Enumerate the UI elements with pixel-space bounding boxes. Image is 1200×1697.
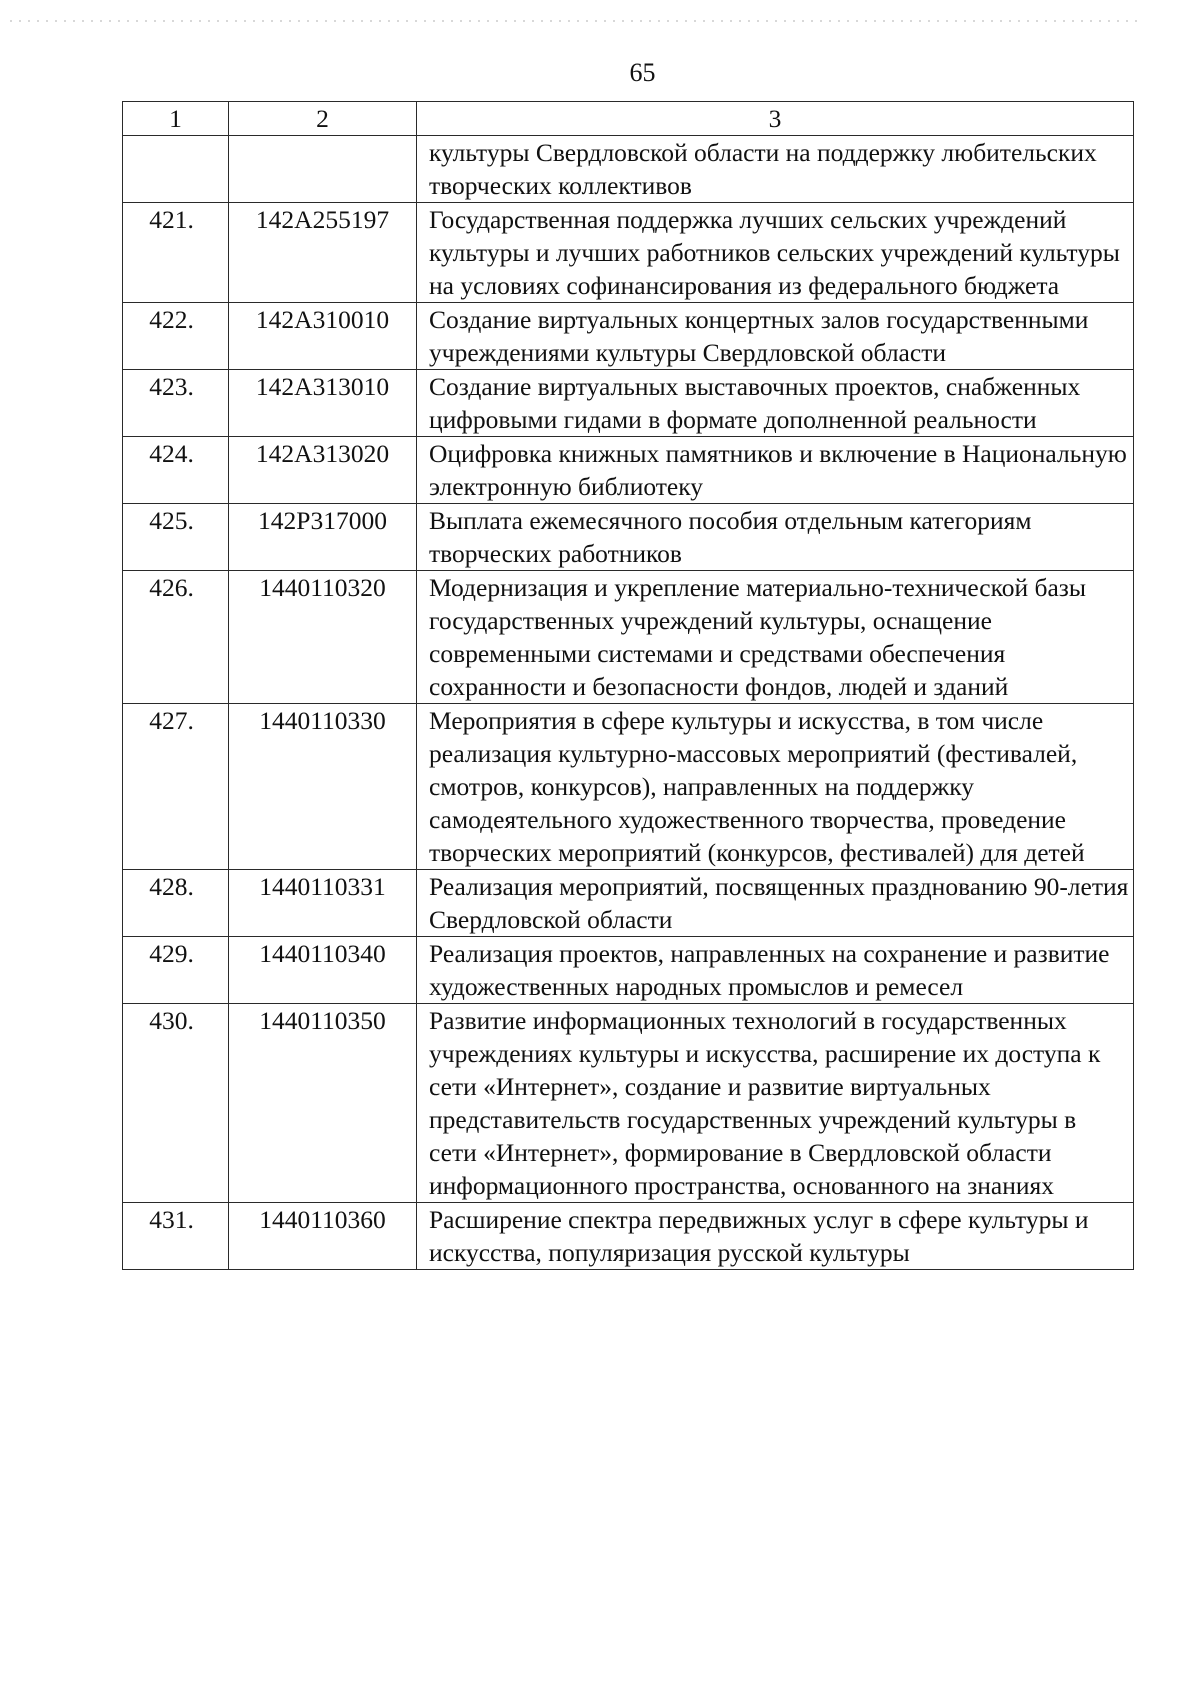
row-description: Выплата ежемесячного пособия отдельным категориям творческих работников [417, 504, 1134, 571]
row-number: 423. [123, 370, 229, 437]
row-code: 142A310010 [229, 303, 417, 370]
row-description: Государственная поддержка лучших сельских учреждений культуры и лучших работников сельских учреждений культуры на условиях софинансирования из федерального бюджета [417, 203, 1134, 303]
row-code: 1440110340 [229, 937, 417, 1004]
row-description: культуры Свердловской области на поддержку любительских творческих коллективов [417, 136, 1134, 203]
table-row [123, 203, 1134, 303]
row-description: Модернизация и укрепление материально-технической базы государственных учреждений культуры, оснащение современными системами и средствами обеспечения сохранности и безопасности фондов, людей и зданий [417, 571, 1134, 704]
table-row [123, 1203, 1134, 1270]
row-description: Реализация мероприятий, посвященных празднованию 90-летия Свердловской области [417, 870, 1134, 937]
row-code: 1440110360 [229, 1203, 417, 1270]
table-body [123, 102, 1134, 1270]
table-row [123, 870, 1134, 937]
row-number: 431. [123, 1203, 229, 1270]
column-header-description: 3 [417, 102, 1134, 136]
row-number: 426. [123, 571, 229, 704]
table-header-row [123, 102, 1134, 136]
row-code: 1440110320 [229, 571, 417, 704]
scan-edge-artifact [10, 20, 1140, 22]
table-row [123, 937, 1134, 1004]
row-code: 1440110330 [229, 704, 417, 870]
column-header-number: 1 [123, 102, 229, 136]
row-code: 142A255197 [229, 203, 417, 303]
page-number: 65 [629, 58, 656, 87]
budget-classification-table [122, 101, 1134, 1270]
table-row [123, 437, 1134, 504]
row-number: 430. [123, 1004, 229, 1203]
row-description: Оцифровка книжных памятников и включение в Национальную электронную библиотеку [417, 437, 1134, 504]
row-number: 429. [123, 937, 229, 1004]
row-number: 427. [123, 704, 229, 870]
row-number: 422. [123, 303, 229, 370]
table-row [123, 136, 1134, 203]
table-row [123, 571, 1134, 704]
column-header-code: 2 [229, 102, 417, 136]
row-description: Расширение спектра передвижных услуг в сфере культуры и искусства, популяризация русской культуры [417, 1203, 1134, 1270]
row-description: Создание виртуальных концертных залов государственными учреждениями культуры Свердловской области [417, 303, 1134, 370]
row-code: 142A313010 [229, 370, 417, 437]
row-code: 142P317000 [229, 504, 417, 571]
row-number: 425. [123, 504, 229, 571]
row-code: 142A313020 [229, 437, 417, 504]
row-number: 424. [123, 437, 229, 504]
row-description: Создание виртуальных выставочных проектов, снабженных цифровыми гидами в формате дополненной реальности [417, 370, 1134, 437]
row-code: 1440110331 [229, 870, 417, 937]
row-code [229, 136, 417, 203]
table-row [123, 704, 1134, 870]
row-description: Развитие информационных технологий в государственных учреждениях культуры и искусства, расширение их доступа к сети «Интернет», создание и развитие виртуальных представительств государственных учреждений культуры в сети «Интернет», формирование в Свердловской области информационного пространства, основанного на знаниях [417, 1004, 1134, 1203]
row-number: 428. [123, 870, 229, 937]
table-row [123, 504, 1134, 571]
row-code: 1440110350 [229, 1004, 417, 1203]
table-row [123, 303, 1134, 370]
table-row [123, 1004, 1134, 1203]
row-description: Мероприятия в сфере культуры и искусства, в том числе реализация культурно-массовых мероприятий (фестивалей, смотров, конкурсов), направленных на поддержку самодеятельного художественного творчества, проведение творческих мероприятий (конкурсов, фестивалей) для детей [417, 704, 1134, 870]
row-number [123, 136, 229, 203]
table-row [123, 370, 1134, 437]
row-description: Реализация проектов, направленных на сохранение и развитие художественных народных промыслов и ремесел [417, 937, 1134, 1004]
row-number: 421. [123, 203, 229, 303]
